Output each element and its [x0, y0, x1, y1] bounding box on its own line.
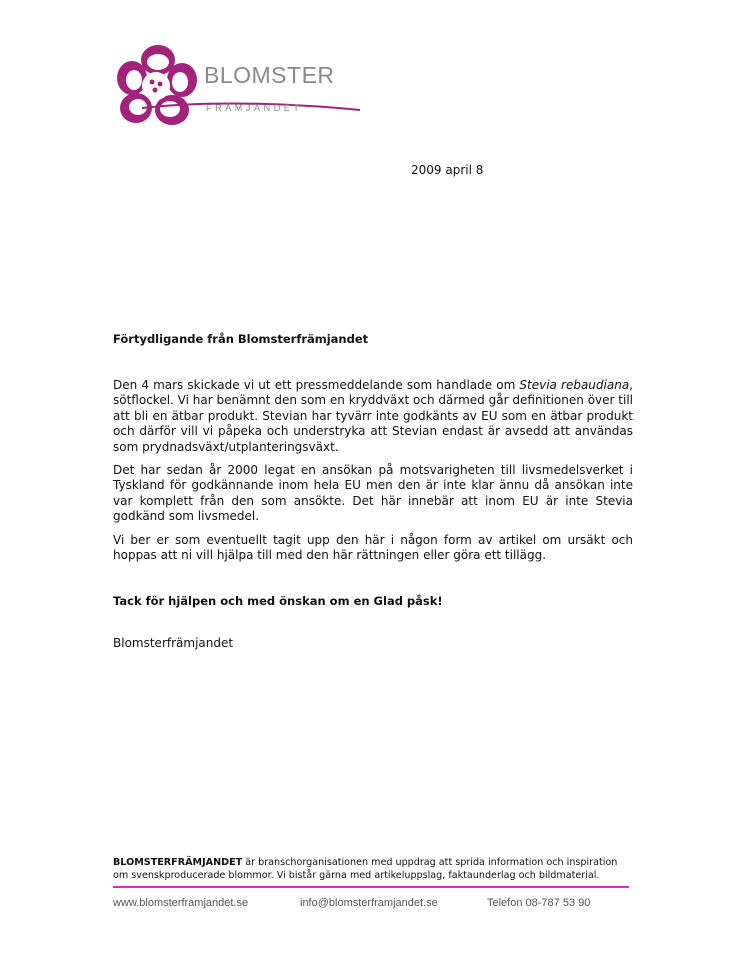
- footer-org-name: BLOMSTERFRÄMJANDET: [113, 857, 243, 868]
- paragraph-3: Vi ber er som eventuellt tagit upp den här i någon form av artikel om ursäkt och hoppas att ni vill hjälpa till med den här rättningen eller göra ett tillägg.: [113, 532, 633, 563]
- footer-description: [113, 856, 633, 882]
- footer-email-link[interactable]: info@blomsterframjandet.se: [300, 897, 438, 909]
- paragraph-1: [113, 378, 633, 455]
- blomster-logo: [112, 40, 372, 132]
- footer-description-text: är branschorganisationen med uppdrag att sprida information och inspiration om svenskproducerade blommor. Vi bistår gärna med artikeluppslag, faktaunderlag och bildmaterial.: [113, 857, 618, 881]
- logo-wordmark: BLOMSTER: [204, 62, 335, 88]
- footer-phone: Telefon 08-787 53 90: [487, 897, 591, 909]
- thanks-line: Tack för hjälpen och med önskan om en Glad påsk!: [113, 594, 443, 608]
- paragraph-2: Det har sedan år 2000 legat en ansökan på motsvarigheten till livsmedelsverket i Tyskland för godkännande inom hela EU men den är inte klar ännu då ansökan inte var komplett från den som ansökte. Det här innebär att inom EU är inte Stevia godkänd som livsmedel.: [113, 463, 633, 524]
- signature: Blomsterfrämjandet: [113, 636, 234, 650]
- paragraph-1-text-cont: , sötflockel. Vi har benämnt den som en kryddväxt och därmed går definitionen över till att bli en ätbar produkt. Stevian har tyvärr inte godkänts av EU som en ätbar produkt och därför vill vi påpeka och understryka att Stevian endast är avsedd att användas som prydnadsväxt/utplanteringsväxt.: [113, 378, 633, 454]
- paragraph-1-text: Den 4 mars skickade vi ut ett pressmeddelande som handlade om: [113, 378, 520, 392]
- letter-date: 2009 april 8: [411, 163, 484, 177]
- letter-heading: Förtydligande från Blomsterfrämjandet: [113, 332, 369, 346]
- species-name: Stevia rebaudiana: [519, 378, 630, 392]
- footer-divider: [113, 886, 629, 888]
- logo-subtitle: FRÄMJANDET: [206, 103, 303, 113]
- letter-body: [113, 378, 633, 571]
- footer-website-link[interactable]: www.blomsterframjandet.se: [113, 897, 249, 909]
